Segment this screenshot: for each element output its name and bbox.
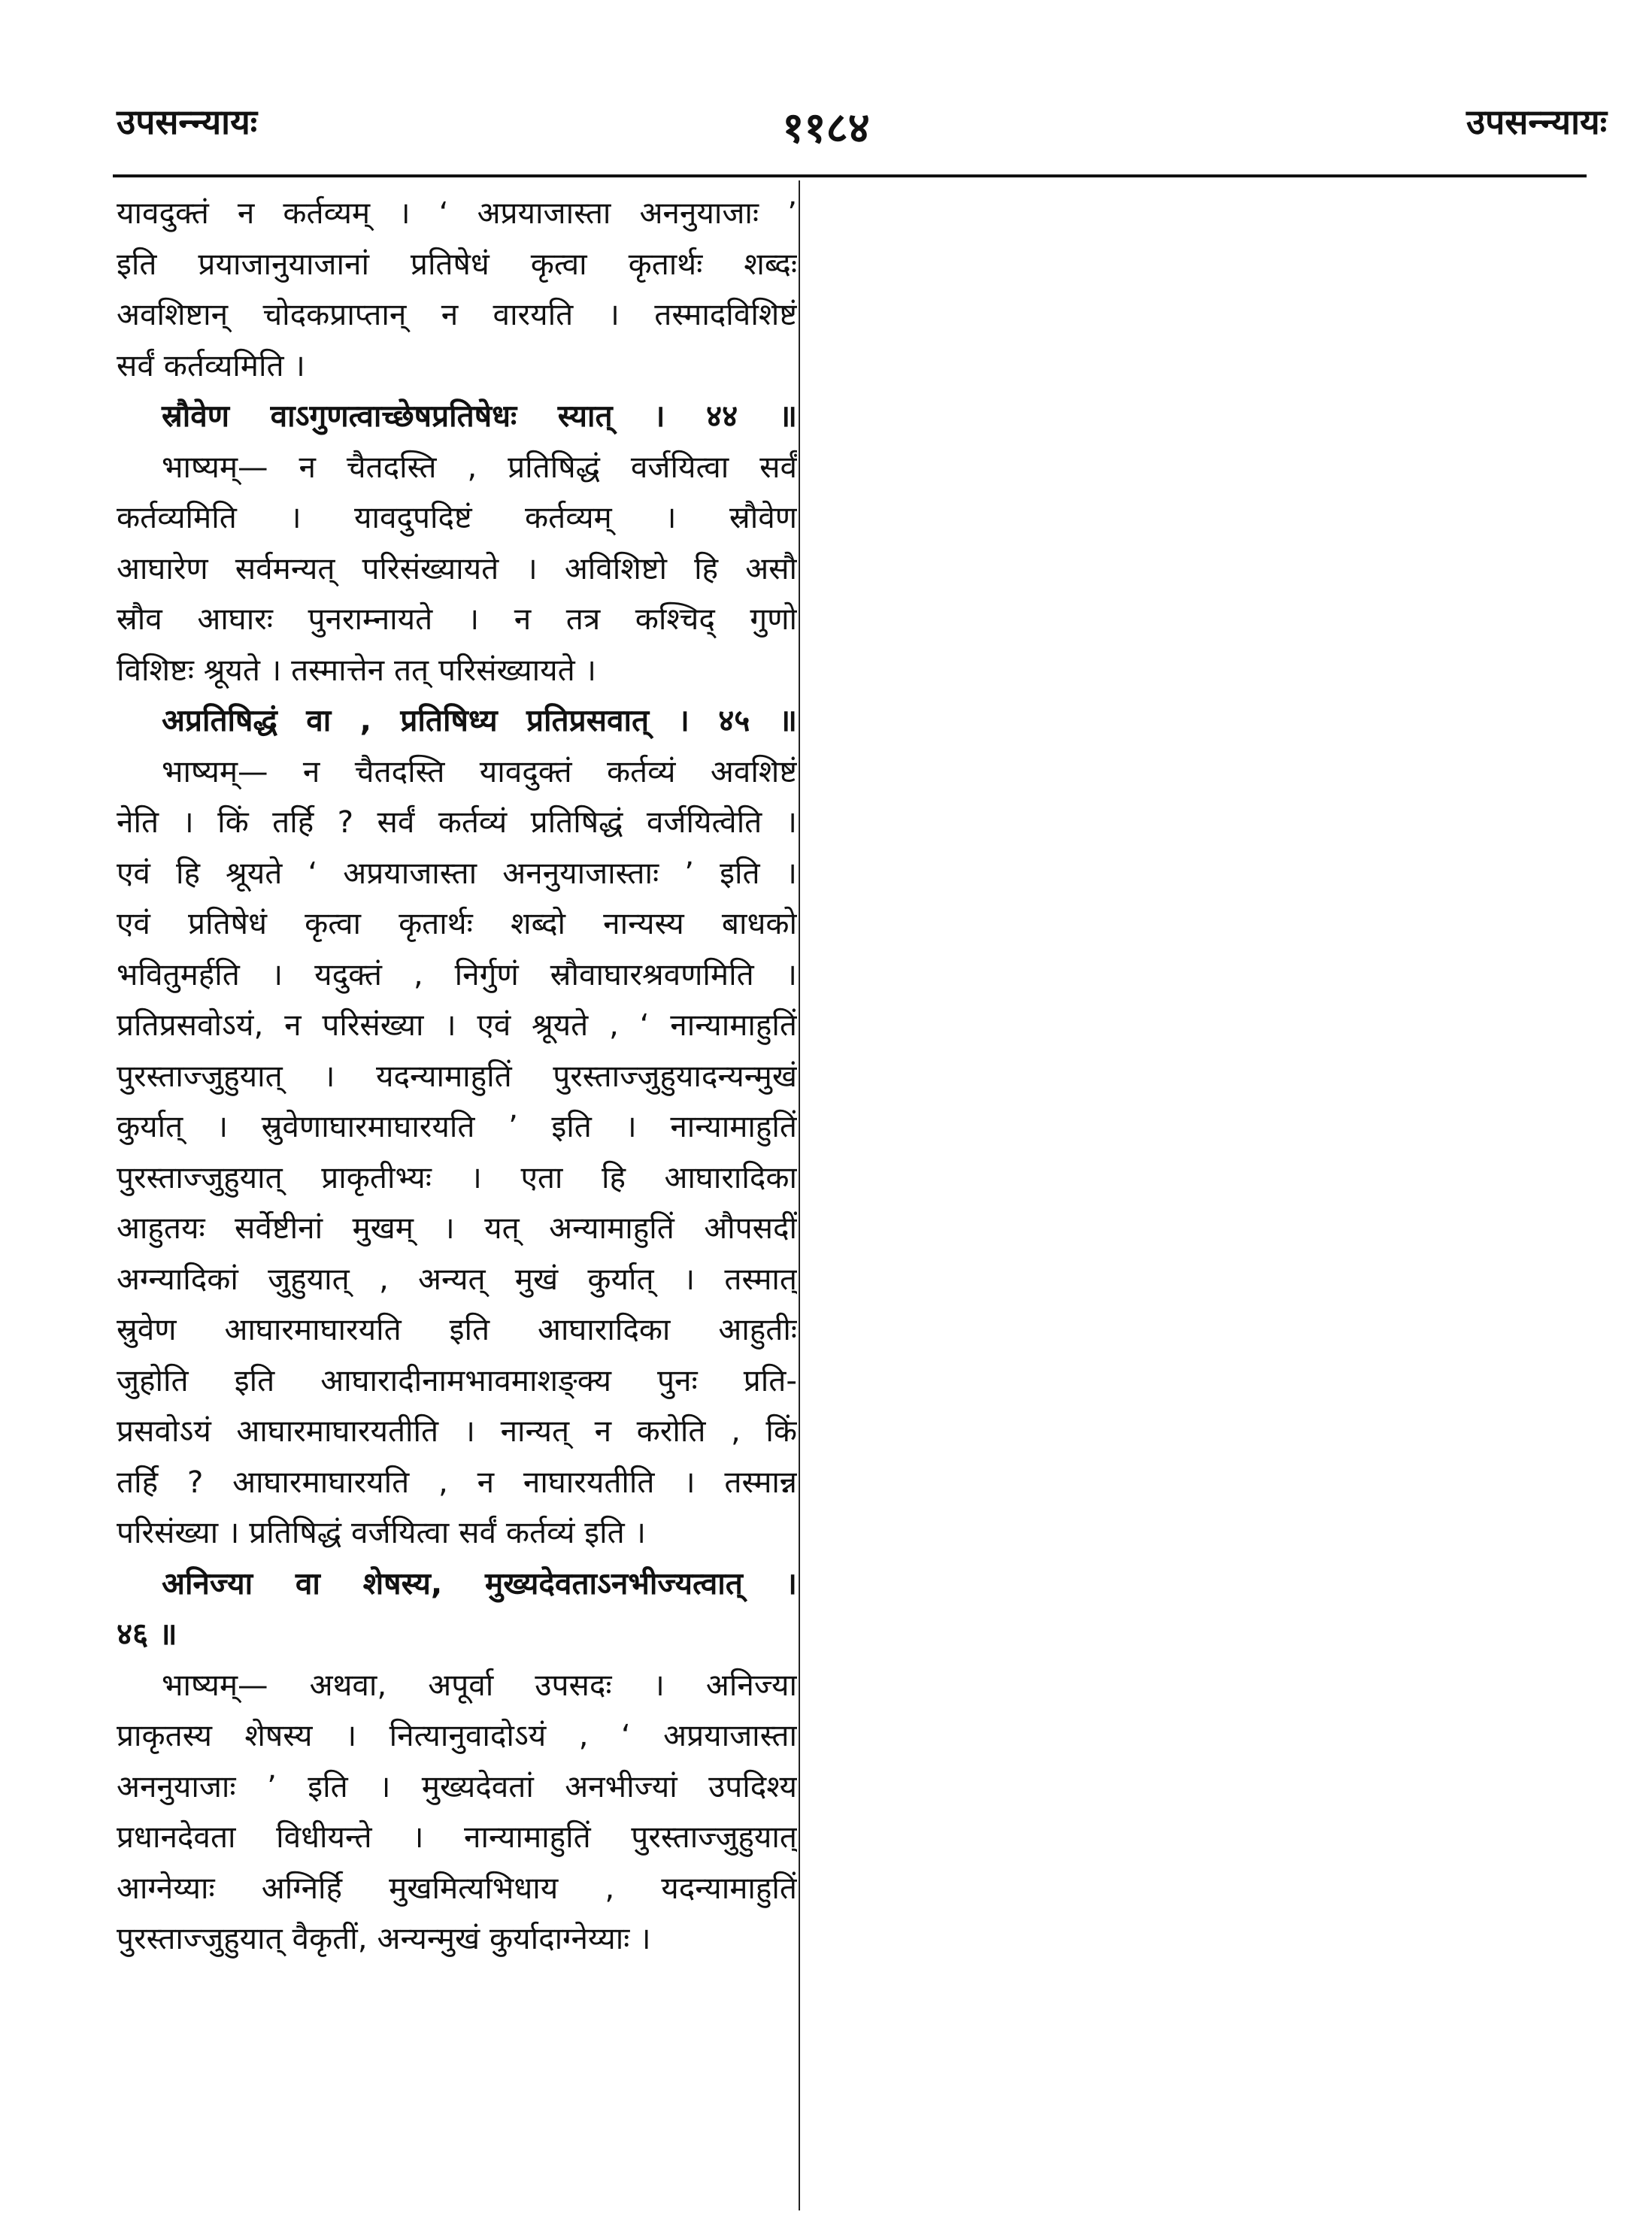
bhashya-line: भाष्यम्— न चैतदस्ति यावदुक्तं कर्तव्यं अवशिष्टं — [162, 753, 797, 789]
text-line: स्रुवेण आघारमाघारयति इति आघारादिका आहुतीः — [117, 1311, 797, 1347]
text-line: एवं हि श्रूयते ‘ अप्रयाजास्ता अननुयाजास्ताः ’ इति । — [117, 854, 797, 891]
header-rule — [113, 174, 1587, 177]
text-line: कुर्यात् । स्रुवेणाघारमाघारयति ’ इति । नान्यामाहुतिं — [117, 1108, 797, 1144]
page-number: ११८४ — [782, 104, 870, 153]
text-line: अवशिष्टान् चोदकप्राप्तान् न वारयति । तस्मादविशिष्टं — [117, 296, 797, 332]
text-line: प्रतिप्रसवोऽयं, न परिसंख्या । एवं श्रूयते , ‘ नान्यामाहुतिं — [117, 1007, 797, 1043]
text-line: स्रौव आघारः पुनराम्नायते । न तत्र कश्चिद् गुणो — [117, 601, 797, 637]
bhashya-line: भाष्यम्— न चैतदस्ति , प्रतिषिद्धं वर्जयित्वा सर्वं — [162, 448, 797, 485]
sutra-line: ४६ ॥ — [117, 1616, 177, 1652]
text-line: इति प्रयाजानुयाजानां प्रतिषेधं कृत्वा कृतार्थः शब्दः — [117, 245, 797, 282]
text-line: परिसंख्या । प्रतिषिद्धं वर्जयित्वा सर्वं कर्तव्यं इति । — [117, 1514, 646, 1550]
text-line: सर्वं कर्तव्यमिति । — [117, 347, 305, 383]
sutra-line: अप्रतिषिद्धं वा , प्रतिषिध्य प्रतिप्रसवात् । ४५ ॥ — [162, 702, 797, 738]
text-line: प्रसवोऽयं आघारमाघारयतीति । नान्यत् न करोति , किं — [117, 1413, 797, 1449]
text-line: भवितुमर्हति । यदुक्तं , निर्गुणं स्रौवाघारश्रवणमिति । — [117, 956, 797, 992]
running-title-right: उपसन्न्यायः — [1466, 102, 1607, 142]
text-line: जुहोति इति आघारादीनामभावमाशङ्क्य पुनः प्रति- — [117, 1362, 797, 1398]
text-line: आग्नेय्याः अग्निर्हि मुखमित्यभिधाय , यदन्यामाहुतिं — [117, 1869, 797, 1906]
text-line: प्राकृतस्य शेषस्य । नित्यानुवादोऽयं , ‘ अप्रयाजास्ता — [117, 1717, 797, 1753]
text-line: अननुयाजाः ’ इति । मुख्यदेवतां अनभीज्यां उपदिश्य — [117, 1768, 797, 1804]
text-line: आघारेण सर्वमन्यत् परिसंख्यायते । अविशिष्टो हि असौ — [117, 550, 797, 586]
sutra-line: स्रौवेण वाऽगुणत्वाच्छेषप्रतिषेधः स्यात् । ४४ ॥ — [162, 398, 797, 434]
left-column — [117, 188, 797, 2210]
sutra-line: अनिज्या वा शेषस्य, मुख्यदेवताऽनभीज्यत्वात् । — [162, 1565, 797, 1601]
page-header — [45, 98, 1607, 158]
running-title-left: उपसन्न्यायः — [117, 102, 258, 142]
text-line: एवं प्रतिषेधं कृत्वा कृतार्थः शब्दो नान्यस्य बाधको — [117, 905, 797, 941]
text-line: तर्हि ? आघारमाघारयति , न नाघारयतीति । तस्मान्न — [117, 1463, 797, 1500]
text-line: कर्तव्यमिति । यावदुपदिष्टं कर्तव्यम् । स्रौवेण — [117, 499, 797, 535]
right-column — [822, 188, 1502, 2210]
text-line: विशिष्टः श्रूयते । तस्मात्तेन तत् परिसंख्यायते । — [117, 651, 596, 688]
text-line: नेति । किं तर्हि ? सर्वं कर्तव्यं प्रतिषिद्धं वर्जयित्वेति । — [117, 804, 797, 840]
text-line: पुरस्ताज्जुहुयात् वैकृतीं, अन्यन्मुखं कुर्यादाग्नेय्याः । — [117, 1920, 651, 1956]
bhashya-line: भाष्यम्— अथवा, अपूर्वा उपसदः । अनिज्या — [162, 1666, 797, 1703]
text-line: पुरस्ताज्जुहुयात् प्राकृतीभ्यः । एता हि आघारादिका — [117, 1159, 797, 1195]
text-line: प्रधानदेवता विधीयन्ते । नान्यामाहुतिं पुरस्ताज्जुहुयात् — [117, 1819, 797, 1855]
text-line: आहुतयः सर्वेष्टीनां मुखम् । यत् अन्यामाहुतिं औपसदीं — [117, 1210, 797, 1246]
text-line: यावदुक्तं न कर्तव्यम् । ‘ अप्रयाजास्ता अननुयाजाः ’ — [117, 195, 797, 231]
column-separator — [799, 180, 800, 2210]
text-line: पुरस्ताज्जुहुयात् । यदन्यामाहुतिं पुरस्ताज्जुहुयादन्यन्मुखं — [117, 1057, 797, 1094]
text-line: अग्न्यादिकां जुहुयात् , अन्यत् मुखं कुर्यात् । तस्मात् — [117, 1260, 797, 1297]
